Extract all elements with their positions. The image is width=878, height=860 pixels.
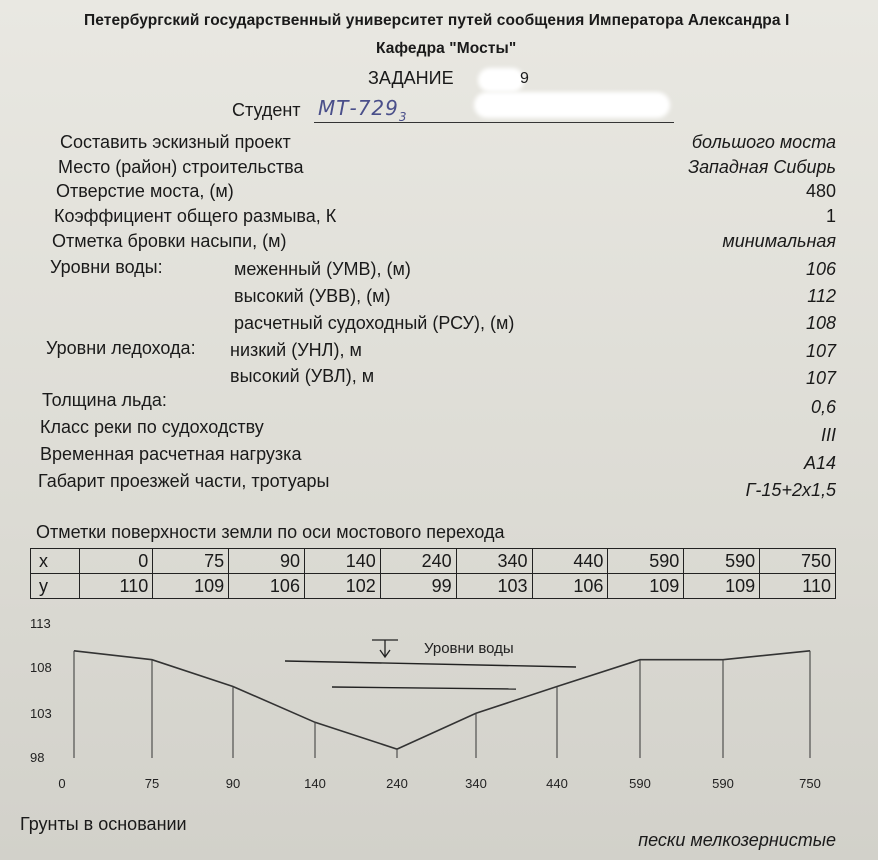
task-number: 9 (520, 70, 529, 87)
table-cell: 103 (456, 574, 532, 599)
row-value: минимальная (722, 231, 836, 251)
university-title: Петербургский государственный университет путей сообщения Императора Александра I (84, 12, 790, 29)
table-cell: 90 (229, 549, 305, 574)
row-value: Г-15+2х1,5 (745, 480, 836, 500)
ground-profile-line (74, 651, 810, 749)
student-underline (314, 122, 674, 123)
ice-item-label: высокий (УВЛ), м (230, 366, 375, 386)
water-item-label: расчетный судоходный (РСУ), (м) (234, 313, 515, 333)
table-cell: 750 (760, 549, 836, 574)
student-group: $МТ-729_3$ (318, 96, 408, 124)
water-levels-label: Уровни воды: (50, 257, 163, 277)
row-value: 0,6 (810, 397, 836, 417)
row-label: Отверстие моста, (м) (56, 181, 234, 201)
table-cell: 106 (532, 574, 608, 599)
x-tick-label: 340 (465, 776, 487, 791)
row-value: А14 (803, 453, 836, 473)
water-item-label: меженный (УМВ), (м) (234, 259, 411, 279)
ground-profile-chart (0, 610, 878, 810)
table-cell: 99 (380, 574, 456, 599)
y-tick-label: 108 (30, 660, 52, 675)
water-levels-annotation: Уровни воды (424, 640, 514, 657)
water-level-line-lower (332, 687, 516, 689)
row-value: Западная Сибирь (688, 157, 836, 177)
ice-levels-label: Уровни ледохода: (46, 338, 196, 358)
table-cell: 240 (380, 549, 456, 574)
redaction-1 (478, 68, 524, 92)
task-label: ЗАДАНИЕ (368, 68, 454, 88)
water-arrow-icon (372, 640, 398, 657)
water-item-value: 108 (805, 313, 836, 333)
row-value: большого моста (691, 132, 836, 152)
student-label: Студент (232, 100, 301, 120)
ice-item-value: 107 (805, 341, 836, 361)
table-cell: 109 (684, 574, 760, 599)
table-cell: 110 (760, 574, 836, 599)
x-tick-label: 750 (799, 776, 821, 791)
table-cell: 109 (608, 574, 684, 599)
soil-label: Грунты в основании (20, 814, 187, 834)
table-cell: 340 (456, 549, 532, 574)
row-value: 480 (805, 181, 836, 201)
row-label: Класс реки по судоходству (40, 417, 264, 437)
row-label: Временная расчетная нагрузка (40, 444, 302, 464)
table-row-x (31, 549, 836, 574)
ground-elevation-table (30, 548, 836, 599)
x-tick-label: 90 (225, 776, 241, 791)
y-tick-label: 113 (30, 616, 51, 631)
row-label: Составить эскизный проект (60, 132, 291, 152)
table-cell: 590 (608, 549, 684, 574)
table-cell: 109 (153, 574, 229, 599)
water-level-line-upper (285, 661, 576, 667)
row-label: Место (район) строительства (58, 157, 304, 177)
soil-value: пески мелкозернистые (638, 830, 836, 850)
table-cell: 440 (532, 549, 608, 574)
water-item-value: 106 (805, 259, 836, 279)
table-title: Отметки поверхности земли по оси мостового перехода (36, 522, 505, 542)
row-label: Толщина льда: (42, 390, 167, 410)
ice-item-label: низкий (УНЛ), м (230, 340, 362, 360)
water-item-value: 112 (807, 286, 836, 306)
x-tick-label: 75 (144, 776, 160, 791)
table-cell: 106 (229, 574, 305, 599)
table-row-y (31, 574, 836, 599)
row-value: 1 (825, 206, 836, 226)
row-label: Отметка бровки насыпи, (м) (52, 231, 287, 251)
table-cell: 0 (80, 549, 153, 574)
y-tick-label: 98 (30, 750, 45, 765)
row-value: III (820, 425, 836, 445)
y-tick-label: 103 (30, 706, 52, 721)
water-item-label: высокий (УВВ), (м) (234, 286, 391, 306)
ice-item-value: 107 (805, 368, 836, 388)
row-label: Коэффициент общего размыва, К (54, 206, 337, 226)
table-cell: 140 (304, 549, 380, 574)
x-tick-label: 590 (712, 776, 734, 791)
x-tick-label: 0 (58, 776, 66, 791)
department-title: Кафедра "Мосты" (376, 40, 517, 57)
table-cell: 75 (153, 549, 229, 574)
x-tick-label: 590 (629, 776, 651, 791)
table-cell: 590 (684, 549, 760, 574)
x-tick-label: 140 (304, 776, 326, 791)
redaction-2 (474, 92, 670, 118)
table-cell: 102 (304, 574, 380, 599)
x-tick-label: 440 (546, 776, 568, 791)
row-label: Габарит проезжей части, тротуары (38, 471, 330, 491)
table-cell: x (31, 549, 80, 574)
table-cell: y (31, 574, 80, 599)
x-tick-label: 240 (386, 776, 408, 791)
table-cell: 110 (80, 574, 153, 599)
